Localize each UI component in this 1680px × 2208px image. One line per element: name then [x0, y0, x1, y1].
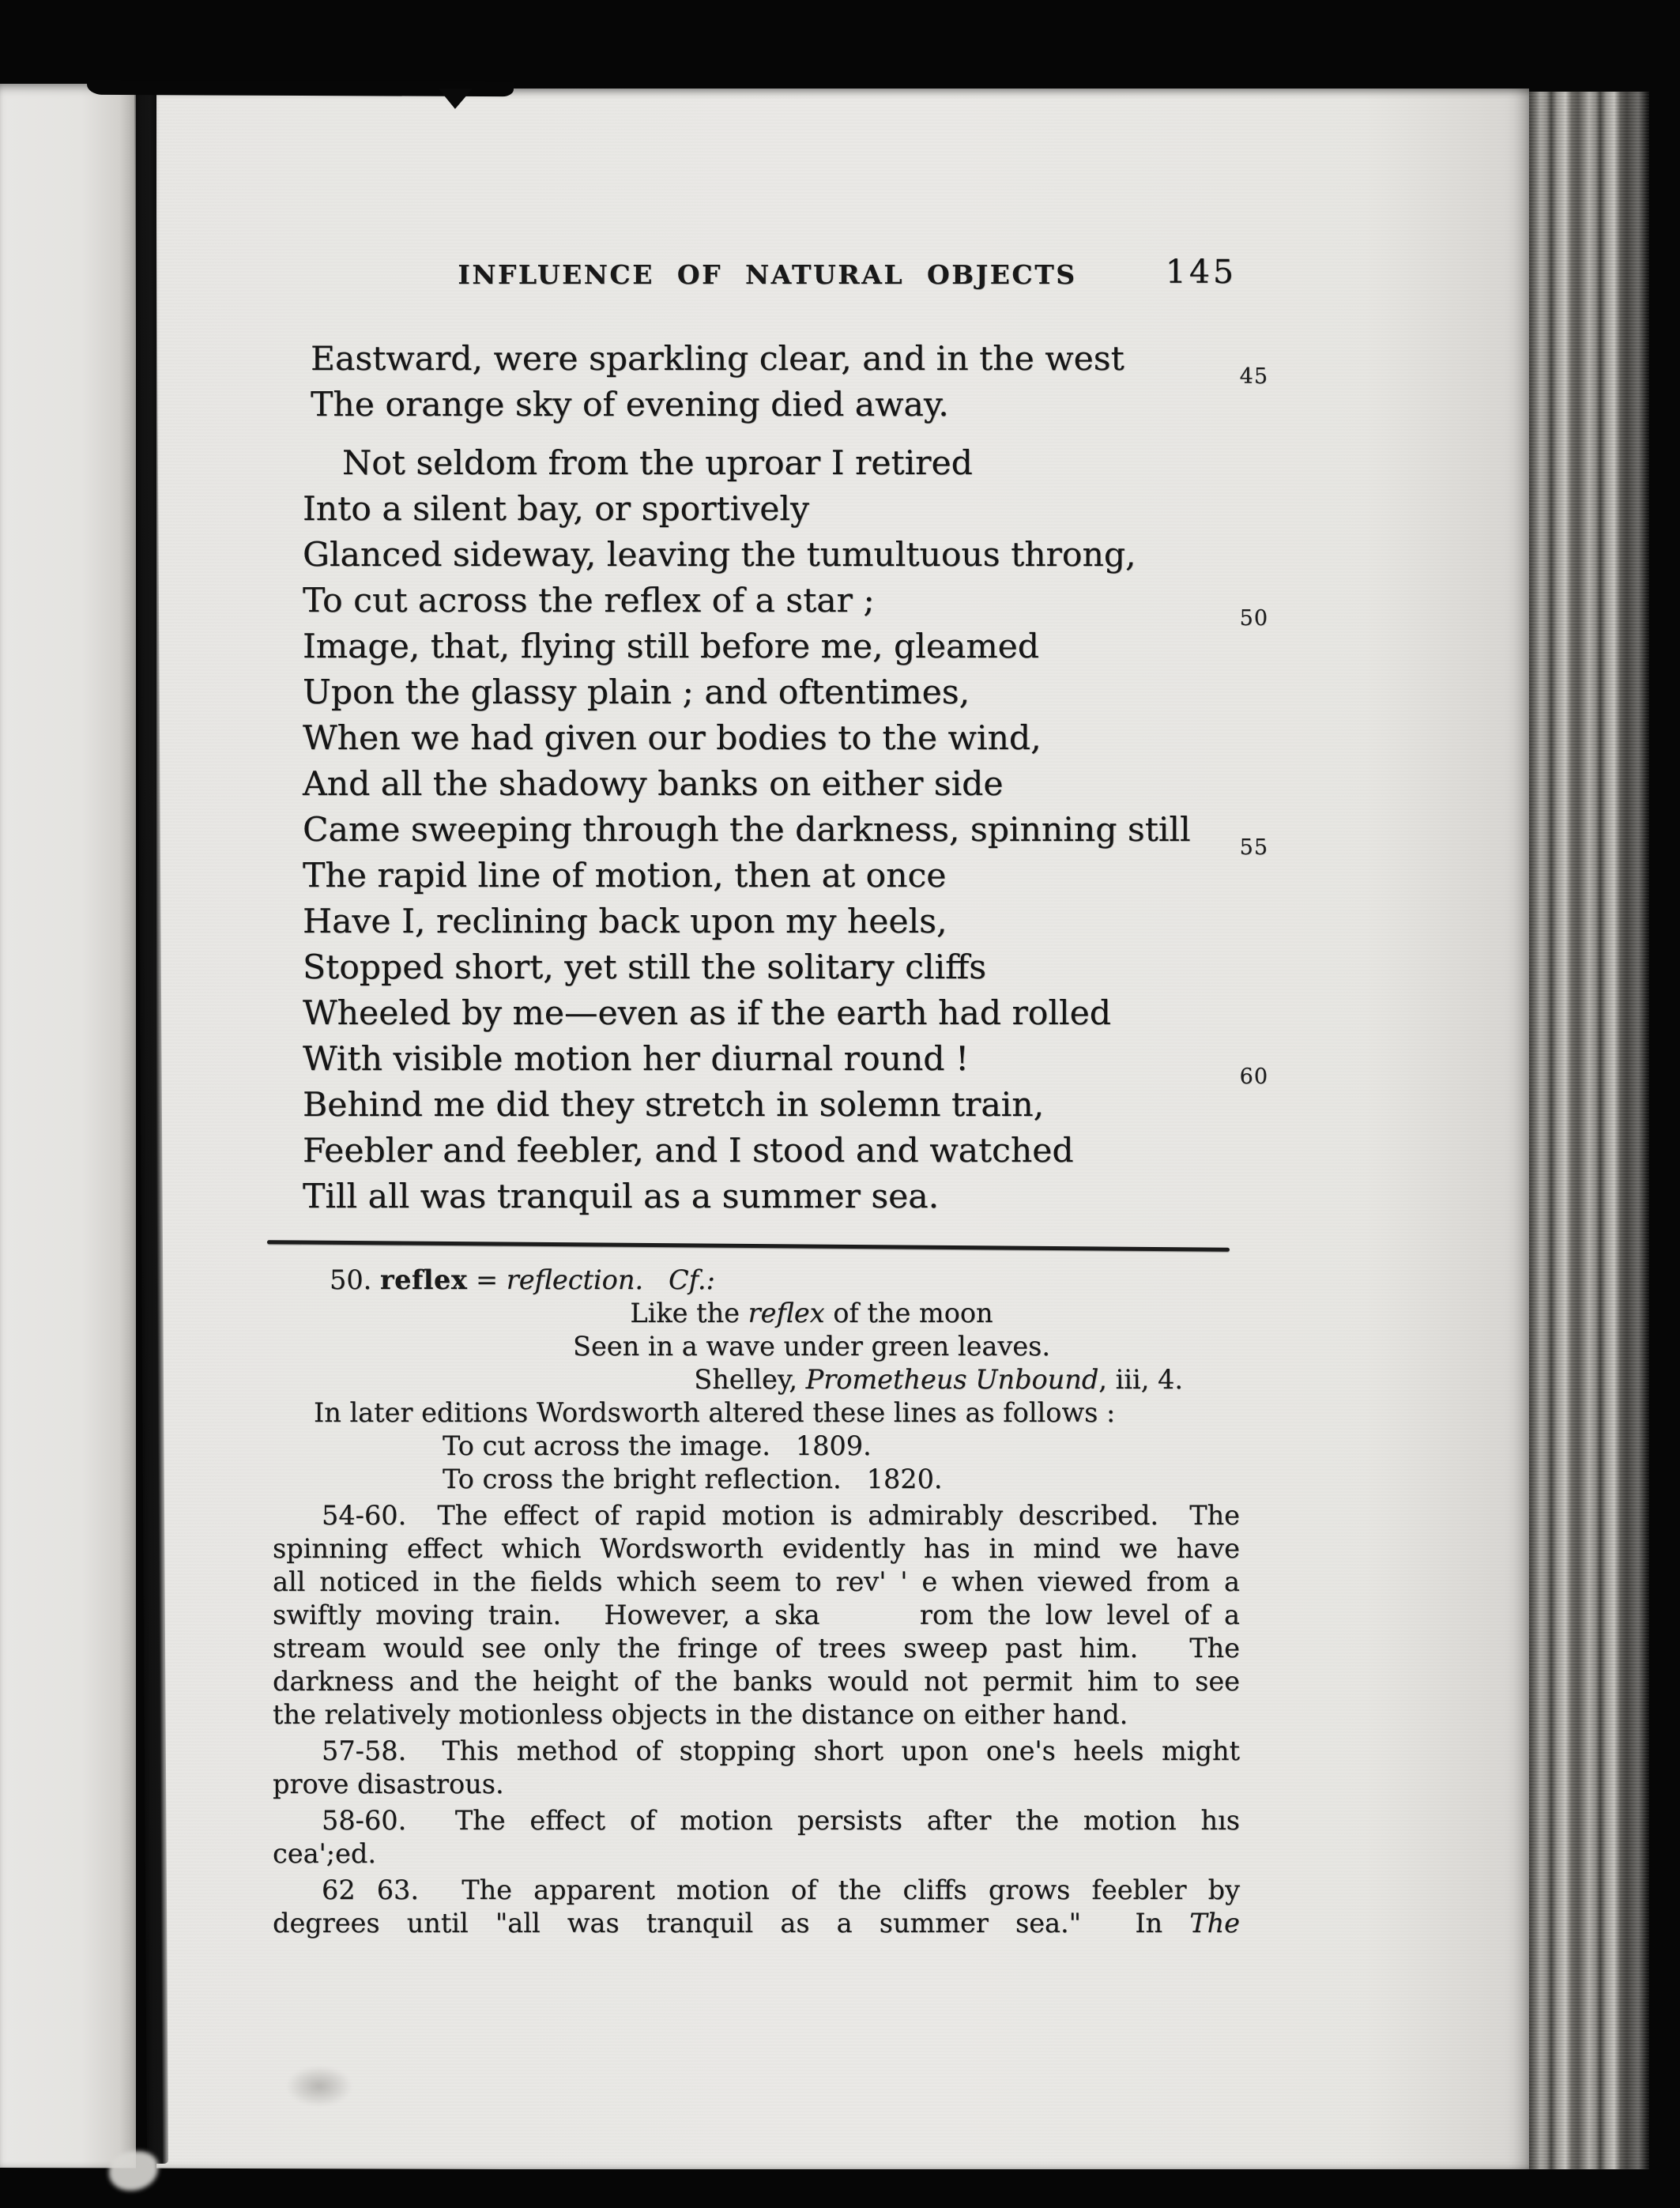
footnote-line: stream would see only the fringe of trees sweep past him. The — [273, 1633, 1240, 1664]
poem-line: Stopped short, yet still the solitary cliffs — [303, 948, 987, 987]
poem-line: Behind me did they stretch in solemn train, — [303, 1086, 1045, 1125]
footnote-line: darkness and the height of the banks would not permit him to see — [273, 1666, 1240, 1697]
book-fore-edge-page-stack — [1529, 92, 1649, 2169]
page-smudge — [286, 2066, 352, 2107]
footnote-line: spinning effect which Wordsworth evidently has in mind we have — [273, 1533, 1240, 1564]
poem-line: When we had given our bodies to the wind, — [303, 719, 1042, 758]
running-head — [273, 253, 1240, 294]
footnote-54-60 — [273, 1499, 1240, 1731]
poem-line-number: 45 — [1239, 364, 1268, 389]
footnote-62-63 — [273, 1874, 1240, 1940]
footnote-57-58 — [273, 1735, 1240, 1801]
poem-stanza — [303, 441, 1268, 1220]
footnote-50-editions-note: In later editions Wordsworth altered these lines as follows : — [314, 1397, 1116, 1428]
poem-line: Have I, reclining back upon my heels, — [303, 902, 947, 941]
footnote-50-quote-line: Seen in a wave under green leaves. — [573, 1331, 1050, 1362]
footnote-line: cea';ed. — [273, 1838, 376, 1869]
footnote-divider-rule — [267, 1240, 1230, 1252]
poem-line: Upon the glassy plain ; and oftentimes, — [303, 673, 970, 712]
poem-line-number: 55 — [1239, 835, 1268, 860]
poem-line: Till all was tranquil as a summer sea. — [303, 1177, 940, 1216]
footnote-line: 54-60. The effect of rapid motion is admirably described. The — [322, 1500, 1240, 1531]
book-page — [156, 89, 1529, 2169]
poem-line: Eastward, were sparkling clear, and in the west 45 — [303, 337, 1240, 382]
running-head-title: INFLUENCE OF NATURAL OBJECTS — [458, 259, 1077, 290]
poem-line: Glanced sideway, leaving the tumultuous throng, — [303, 536, 1136, 575]
poem-line-number: 50 — [1239, 606, 1268, 631]
poem-line: Wheeled by me—even as if the earth had rolled — [303, 994, 1111, 1033]
footnote-50-variant-1820: To cross the bright reflection. 1820. — [443, 1464, 943, 1494]
poem-line: And all the shadowy banks on either side — [303, 765, 1004, 804]
footnote-line: the relatively motionless objects in the distance on either hand. — [273, 1699, 1128, 1730]
page-text-column — [273, 253, 1268, 1940]
footnote-line: prove disastrous. — [273, 1769, 504, 1799]
poem-line: Not seldom from the uproar I retired — [342, 444, 973, 483]
poem-line: Feebler and feebler, and I stood and watched — [303, 1132, 1074, 1170]
footnote-line: 58-60. The effect of motion persists after the motion hıs — [322, 1805, 1240, 1836]
footnote-line: swiftly moving train. However, a ska rom the low level of a — [273, 1599, 1240, 1630]
footnote-50-variant-1809: To cut across the image. 1809. — [443, 1430, 872, 1461]
footnote-line: all noticed in the fields which seem to rev' ' e when viewed from a — [273, 1566, 1240, 1597]
poem-line: The rapid line of motion, then at once — [303, 857, 947, 895]
footnotes — [273, 1264, 1240, 1940]
poem — [273, 337, 1268, 1220]
poem-line-number: 60 — [1239, 1064, 1268, 1089]
footnote-line: degrees until "all was tranquil as a summer sea." In The — [273, 1908, 1240, 1939]
footnote-line: 62 63. The apparent motion of the cliffs grows feebler by — [322, 1875, 1240, 1905]
adjacent-page-edge-strip — [0, 84, 136, 2170]
poem-line: The orange sky of evening died away. — [311, 386, 949, 424]
poem-line: With visible motion her diurnal round ! 60 — [303, 1037, 1240, 1083]
poem-line: To cut across the reflex of a star ; 50 — [303, 578, 1240, 624]
page-number: 145 — [1165, 253, 1237, 291]
footnote-50-attribution: Shelley, Prometheus Unbound, iii, 4. — [694, 1364, 1183, 1395]
poem-line: Came sweeping through the darkness, spinning still 55 — [303, 808, 1240, 853]
footnote-50-quote-line: Like the reflex of the moon — [630, 1298, 993, 1328]
footnote-58-60 — [273, 1804, 1240, 1871]
scanner-bed-bottom — [0, 2168, 1680, 2208]
poem-line: Image, that, flying still before me, gleamed — [303, 627, 1039, 666]
footnote-line: 57-58. This method of stopping short upon one's heels might — [322, 1735, 1240, 1766]
footnote-50-lemma: 50. reflex = reflection. Cf.: — [330, 1264, 715, 1295]
poem-line: Into a silent bay, or sportively — [303, 490, 809, 529]
